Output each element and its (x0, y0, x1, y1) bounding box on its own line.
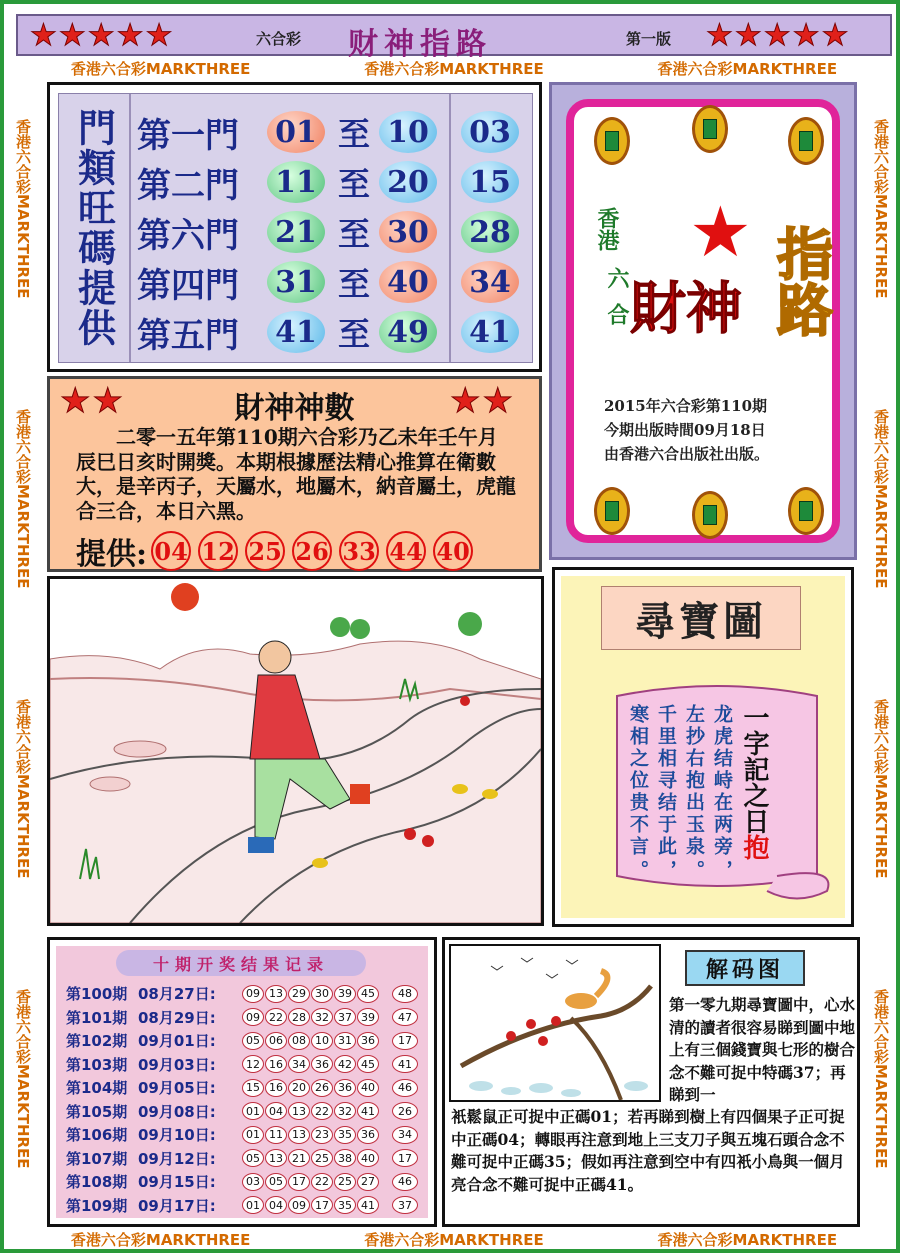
lucky-number: 44 (386, 531, 426, 571)
history-issue: 第109期 (66, 1196, 128, 1215)
treasure-verse-4: 寒相之位贵不言 (627, 704, 649, 858)
cover-frame (566, 99, 840, 543)
history-number: 13 (265, 1149, 287, 1167)
gate-pick-ball: 28 (461, 211, 519, 253)
history-number: 01 (242, 1126, 264, 1144)
gates-side-label: 門類旺碼提供 (59, 94, 131, 362)
history-panel (47, 937, 437, 1227)
history-issue: 第104期 (66, 1079, 128, 1098)
history-row (66, 1194, 419, 1218)
gate-row (137, 208, 441, 256)
banner-text: 香港六合彩MARKTHREE (872, 409, 890, 589)
header-stars-right: ★★★★★ (706, 18, 851, 53)
history-number: 28 (288, 1008, 310, 1026)
history-number: 16 (265, 1055, 287, 1073)
bird-icon (491, 958, 578, 978)
history-number: 38 (334, 1149, 356, 1167)
history-number: 27 (357, 1173, 379, 1191)
history-number: 17 (288, 1173, 310, 1191)
gate-from-ball: 11 (267, 161, 325, 203)
gate-name: 第六門 (137, 215, 239, 256)
page-title: 财神指路 (348, 27, 492, 62)
history-number: 25 (334, 1173, 356, 1191)
history-row (66, 1123, 419, 1147)
gate-to-word: 至 (337, 215, 370, 253)
history-number: 21 (288, 1149, 310, 1167)
cover-hongkong: 香港 (594, 207, 620, 251)
history-date: 09月05日: (138, 1079, 216, 1098)
gate-row (137, 108, 441, 156)
history-number: 03 (242, 1173, 264, 1191)
cover-gold-title: 指路 (768, 225, 834, 337)
treasure-key-word: 抱 (739, 834, 769, 860)
history-row (66, 1076, 419, 1100)
history-special-number: 47 (392, 1008, 418, 1026)
history-number: 12 (242, 1055, 264, 1073)
banner-text: 香港六合彩MARKTHREE (872, 119, 890, 299)
treasure-verse-2: 左抄右抱出玉泉 (683, 704, 705, 858)
numerology-numbers (76, 529, 480, 573)
scene-illustration (47, 576, 544, 926)
history-number: 08 (288, 1032, 310, 1050)
treasure-map-panel (552, 567, 854, 927)
history-row (66, 1170, 419, 1194)
treasure-title: 尋寶圖 (601, 586, 801, 650)
gate-row (137, 258, 441, 306)
treasure-key (739, 704, 769, 860)
banner-text: 香港六合彩MARKTHREE (14, 989, 32, 1169)
lucky-number: 33 (339, 531, 379, 571)
history-number: 23 (311, 1126, 333, 1144)
history-row (66, 1053, 419, 1077)
history-row (66, 982, 419, 1006)
cover-issue-line: 2015年六合彩第110期 (604, 397, 768, 415)
history-date: 08月29日: (138, 1008, 216, 1027)
history-number: 05 (265, 1173, 287, 1191)
history-number: 40 (357, 1149, 379, 1167)
history-number: 26 (311, 1079, 333, 1097)
history-number: 35 (334, 1196, 356, 1214)
gate-to-word: 至 (337, 165, 370, 203)
history-special-number: 46 (392, 1079, 418, 1097)
gate-name: 第五門 (137, 315, 239, 356)
lucky-number: 25 (245, 531, 285, 571)
decode-panel (442, 937, 860, 1227)
history-number: 36 (357, 1126, 379, 1144)
history-number: 13 (265, 985, 287, 1003)
gate-to-ball: 30 (379, 211, 437, 253)
gate-from-ball: 01 (267, 111, 325, 153)
history-special-number: 48 (392, 985, 418, 1003)
history-number: 45 (357, 1055, 379, 1073)
history-number: 36 (311, 1055, 333, 1073)
treasure-key-prefix: 一字記之日 (739, 704, 769, 834)
history-number: 01 (242, 1196, 264, 1214)
history-date: 09月12日: (138, 1149, 216, 1168)
treasure-map-inner (561, 576, 845, 918)
history-special-number: 34 (392, 1126, 418, 1144)
history-number: 41 (357, 1196, 379, 1214)
gate-to-word: 至 (337, 315, 370, 353)
history-issue: 第107期 (66, 1149, 128, 1168)
edition-label: 第一版 (626, 30, 672, 48)
history-number: 22 (311, 1173, 333, 1191)
history-number: 37 (334, 1008, 356, 1026)
history-issue: 第106期 (66, 1126, 128, 1145)
squirrel-icon (565, 971, 607, 1009)
history-number: 05 (242, 1149, 264, 1167)
history-number: 32 (311, 1008, 333, 1026)
numerology-panel (47, 376, 542, 572)
history-row (66, 1006, 419, 1030)
history-number: 20 (288, 1079, 310, 1097)
coin-icon (594, 487, 630, 535)
banner-text: 香港六合彩MARKTHREE (872, 699, 890, 879)
history-number: 22 (265, 1008, 287, 1026)
banner-text: 香港六合彩MARKTHREE (872, 989, 890, 1169)
tree-icon (330, 612, 482, 639)
treasure-punct-2: 。 (683, 860, 705, 882)
history-row (66, 1100, 419, 1124)
banner-text: 香港六合彩MARKTHREE (364, 60, 544, 78)
history-number: 30 (311, 985, 333, 1003)
gate-name: 第二門 (137, 165, 239, 206)
history-number: 04 (265, 1102, 287, 1120)
decode-text-bottom: 衹鬆鼠正可捉中正碼01；若再睇到樹上有四個果子正可捉中正碼04；轉眼再注意到地上三支刀子與五塊石頭合念不難可捉中正碼35；假如再注意到空中有四衹小鳥與一個月亮合念不難可捉中正碼41。 (451, 1107, 845, 1194)
history-issue: 第100期 (66, 985, 128, 1004)
coin-icon (692, 105, 728, 153)
history-number: 13 (288, 1126, 310, 1144)
coin-icon (788, 117, 824, 165)
decode-text-right: 第一零九期尋寶圖中，心水清的讀者很容易睇到圖中地上有三個錢寶與七形的樹合念不難可捉中特碼37；再睇到一 (669, 995, 856, 1104)
banner-top (14, 58, 894, 80)
history-issue: 第103期 (66, 1055, 128, 1074)
history-date: 09月01日: (138, 1032, 216, 1051)
provide-label: 提供: (76, 537, 148, 572)
history-number: 09 (242, 1008, 264, 1026)
gate-row (137, 158, 441, 206)
banner-text: 香港六合彩MARKTHREE (14, 119, 32, 299)
history-number: 06 (265, 1032, 287, 1050)
lucky-number: 40 (433, 531, 473, 571)
history-number: 10 (311, 1032, 333, 1050)
gate-to-ball: 49 (379, 311, 437, 353)
history-special-number: 17 (392, 1032, 418, 1050)
cover-main-title: 財神 (630, 276, 742, 342)
history-special-number: 37 (392, 1196, 418, 1214)
history-date: 09月03日: (138, 1055, 216, 1074)
history-title: 十期开奖结果记录 (116, 950, 366, 976)
banner-text: 香港六合彩MARKTHREE (70, 60, 251, 78)
rock-icon (469, 1081, 648, 1097)
history-number: 09 (242, 985, 264, 1003)
history-number: 45 (357, 985, 379, 1003)
lucky-number: 12 (198, 531, 238, 571)
banner-bottom (14, 1229, 894, 1251)
banner-right (870, 64, 892, 1224)
gate-from-ball: 31 (267, 261, 325, 303)
banner-text: 香港六合彩MARKTHREE (657, 1231, 838, 1249)
gates-inner (58, 93, 533, 363)
running-man-scene (50, 579, 541, 923)
coin-icon (594, 117, 630, 165)
treasure-punct-3: ， (655, 860, 677, 882)
history-number: 09 (288, 1196, 310, 1214)
coin-icon (692, 491, 728, 539)
gate-from-ball: 21 (267, 211, 325, 253)
gate-row (137, 308, 441, 356)
history-number: 32 (334, 1102, 356, 1120)
red-star-icon: ★ (689, 191, 752, 273)
history-number: 22 (311, 1102, 333, 1120)
gate-pick-ball: 03 (461, 111, 519, 153)
history-number: 01 (242, 1102, 264, 1120)
decode-illustration (449, 944, 661, 1102)
gate-to-ball: 20 (379, 161, 437, 203)
history-issue: 第105期 (66, 1102, 128, 1121)
history-number: 40 (357, 1079, 379, 1097)
history-special-number: 46 (392, 1173, 418, 1191)
cover-date-line: 今期出版時間09月18日 (604, 421, 766, 439)
coin-icon (788, 487, 824, 535)
history-number: 39 (334, 985, 356, 1003)
lucky-number: 26 (292, 531, 332, 571)
decode-title: 解码图 (685, 950, 805, 986)
history-date: 09月17日: (138, 1196, 216, 1215)
header-bar (16, 14, 892, 62)
history-date: 09月08日: (138, 1102, 216, 1121)
gate-to-word: 至 (337, 115, 370, 153)
history-number: 25 (311, 1149, 333, 1167)
gate-name: 第四門 (137, 265, 239, 306)
numerology-body: 二零一五年第110期六合彩乃乙未年壬午月辰巳日亥时開獎。本期根據歷法精心推算在衛數大，是辛丙子，天屬水，地屬木，納音屬土，虎龍合三合，本日六黑。 (76, 425, 516, 523)
history-date: 08月27日: (138, 985, 216, 1004)
lucky-number: 04 (151, 531, 191, 571)
history-number: 42 (334, 1055, 356, 1073)
history-number: 05 (242, 1032, 264, 1050)
treasure-verse-3: 千里相寻结于此 (655, 704, 677, 858)
header-stars-left: ★★★★★ (30, 18, 175, 53)
history-issue: 第102期 (66, 1032, 128, 1051)
history-number: 11 (265, 1126, 287, 1144)
banner-text: 香港六合彩MARKTHREE (70, 1231, 251, 1249)
history-number: 17 (311, 1196, 333, 1214)
numerology-title: 財神神數 (234, 391, 355, 426)
history-inner (56, 946, 428, 1218)
history-number: 04 (265, 1196, 287, 1214)
banner-text: 香港六合彩MARKTHREE (14, 699, 32, 879)
squirrel-tree-scene (451, 946, 659, 1100)
history-number: 36 (334, 1079, 356, 1097)
cover-panel (549, 82, 857, 560)
header-subtitle: 六合彩 (256, 30, 302, 48)
history-number: 35 (334, 1126, 356, 1144)
banner-text: 香港六合彩MARKTHREE (657, 60, 838, 78)
history-number: 29 (288, 985, 310, 1003)
history-special-number: 17 (392, 1149, 418, 1167)
treasure-verse-1: 龙虎结峙在两旁 (711, 704, 733, 858)
history-number: 41 (357, 1102, 379, 1120)
treasure-punct-1: ， (711, 860, 733, 882)
banner-left (12, 64, 34, 1224)
history-number: 39 (357, 1008, 379, 1026)
history-number: 13 (288, 1102, 310, 1120)
gate-pick-ball: 41 (461, 311, 519, 353)
gate-to-ball: 40 (379, 261, 437, 303)
gate-pick-ball: 15 (461, 161, 519, 203)
gate-to-word: 至 (337, 265, 370, 303)
history-date: 09月15日: (138, 1173, 216, 1192)
history-number: 36 (357, 1032, 379, 1050)
cover-he: 合 (604, 303, 630, 325)
history-number: 34 (288, 1055, 310, 1073)
gate-from-ball: 41 (267, 311, 325, 353)
cover-liu: 六 (604, 267, 630, 289)
gates-divider (449, 94, 451, 362)
cover-publisher-line: 由香港六合出版社出版。 (604, 445, 770, 463)
gate-pick-ball: 34 (461, 261, 519, 303)
history-number: 31 (334, 1032, 356, 1050)
banner-text: 香港六合彩MARKTHREE (14, 409, 32, 589)
gate-name: 第一門 (137, 115, 239, 156)
gate-to-ball: 10 (379, 111, 437, 153)
history-issue: 第108期 (66, 1173, 128, 1192)
history-number: 16 (265, 1079, 287, 1097)
gates-panel (47, 82, 542, 372)
history-special-number: 26 (392, 1102, 418, 1120)
numerology-stars-right: ★★ (450, 381, 515, 421)
history-row (66, 1147, 419, 1171)
history-row (66, 1029, 419, 1053)
treasure-punct-4: 。 (627, 860, 649, 882)
numerology-stars-left: ★★ (60, 381, 125, 421)
history-number: 15 (242, 1079, 264, 1097)
history-special-number: 41 (392, 1055, 418, 1073)
history-date: 09月10日: (138, 1126, 216, 1145)
history-issue: 第101期 (66, 1008, 128, 1027)
banner-text: 香港六合彩MARKTHREE (364, 1231, 544, 1249)
